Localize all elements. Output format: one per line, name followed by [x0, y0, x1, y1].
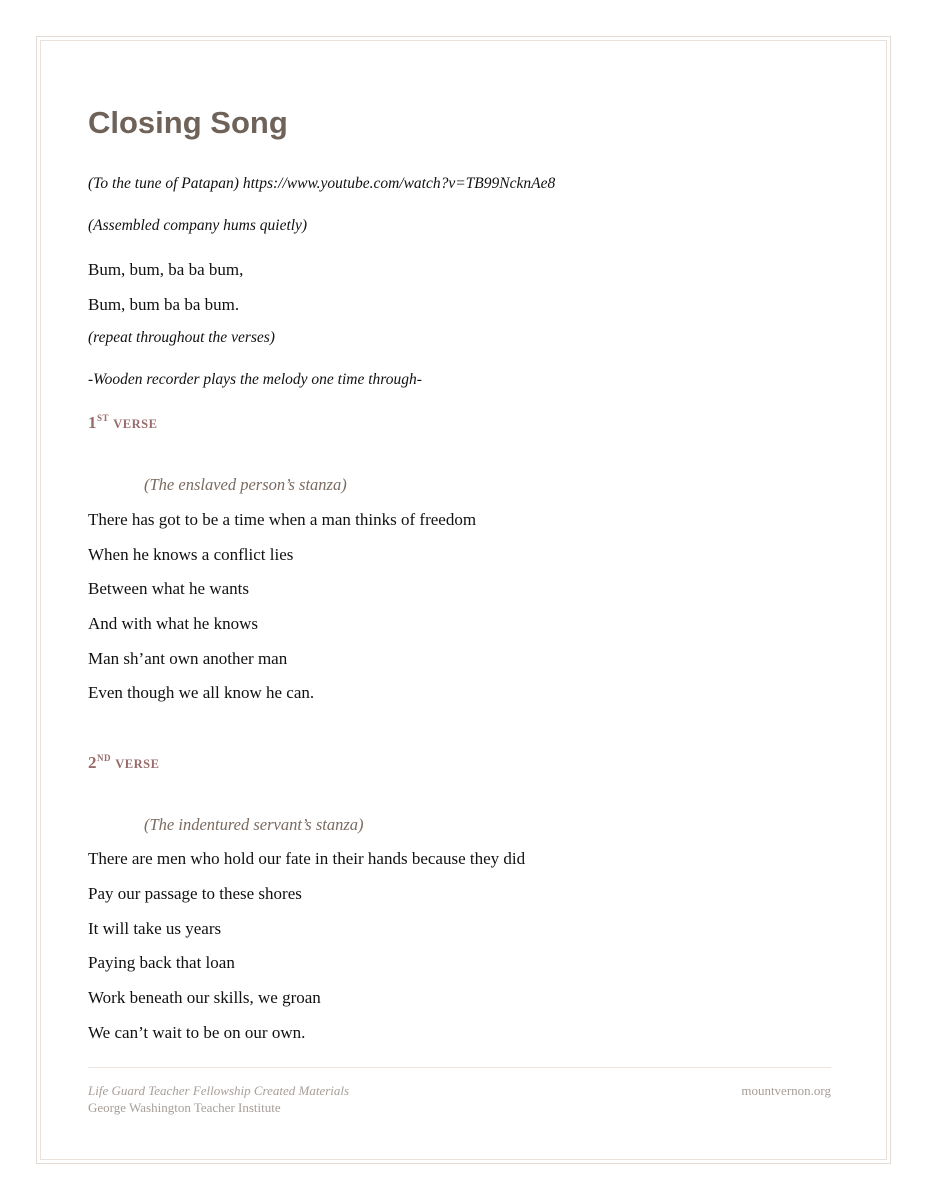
hum-line: (Assembled company hums quietly) [88, 217, 308, 234]
footer-institute: George Washington Teacher Institute [88, 1100, 281, 1115]
verse-2-line: Work beneath our skills, we groan [88, 988, 321, 1007]
verse-2-line: It will take us years [88, 919, 222, 938]
verse-2-stanza-label: (The indentured servant’s stanza) [144, 815, 364, 834]
verse-1-line: And with what he knows [88, 614, 258, 633]
verse-1-heading: 1ST VERSE [88, 413, 158, 432]
verse-1-stanza-label: (The enslaved person’s stanza) [144, 475, 347, 494]
verse-2-line: Paying back that loan [88, 953, 235, 972]
verse-2-line: We can’t wait to be on our own. [88, 1023, 306, 1042]
recorder-line: -Wooden recorder plays the melody one time through- [88, 371, 422, 388]
tune-line: (To the tune of Patapan) https://www.youtube.com/watch?v=TB99NcknAe8 [88, 175, 556, 192]
footer-program: Life Guard Teacher Fellowship Created Materials [88, 1083, 350, 1098]
verse-2-line: There are men who hold our fate in their hands because they did [88, 849, 526, 868]
verse-1-line: When he knows a conflict lies [88, 545, 294, 564]
verse-1-line: Even though we all know he can. [88, 683, 315, 702]
bum-line-1: Bum, bum, ba ba bum, [88, 260, 244, 279]
verse-1-line: There has got to be a time when a man thinks of freedom [88, 510, 477, 529]
verse-1-line: Between what he wants [88, 579, 249, 598]
verse-1-line: Man sh’ant own another man [88, 649, 288, 668]
bum-line-2: Bum, bum ba ba bum. [88, 295, 240, 314]
verse-2-heading: 2ND VERSE [88, 753, 160, 772]
repeat-note: (repeat throughout the verses) [88, 329, 275, 346]
footer-site-link: mountvernon.org [741, 1083, 831, 1098]
footer-divider [88, 1067, 831, 1068]
verse-2-line: Pay our passage to these shores [88, 884, 302, 903]
page-title: Closing Song [88, 105, 288, 140]
